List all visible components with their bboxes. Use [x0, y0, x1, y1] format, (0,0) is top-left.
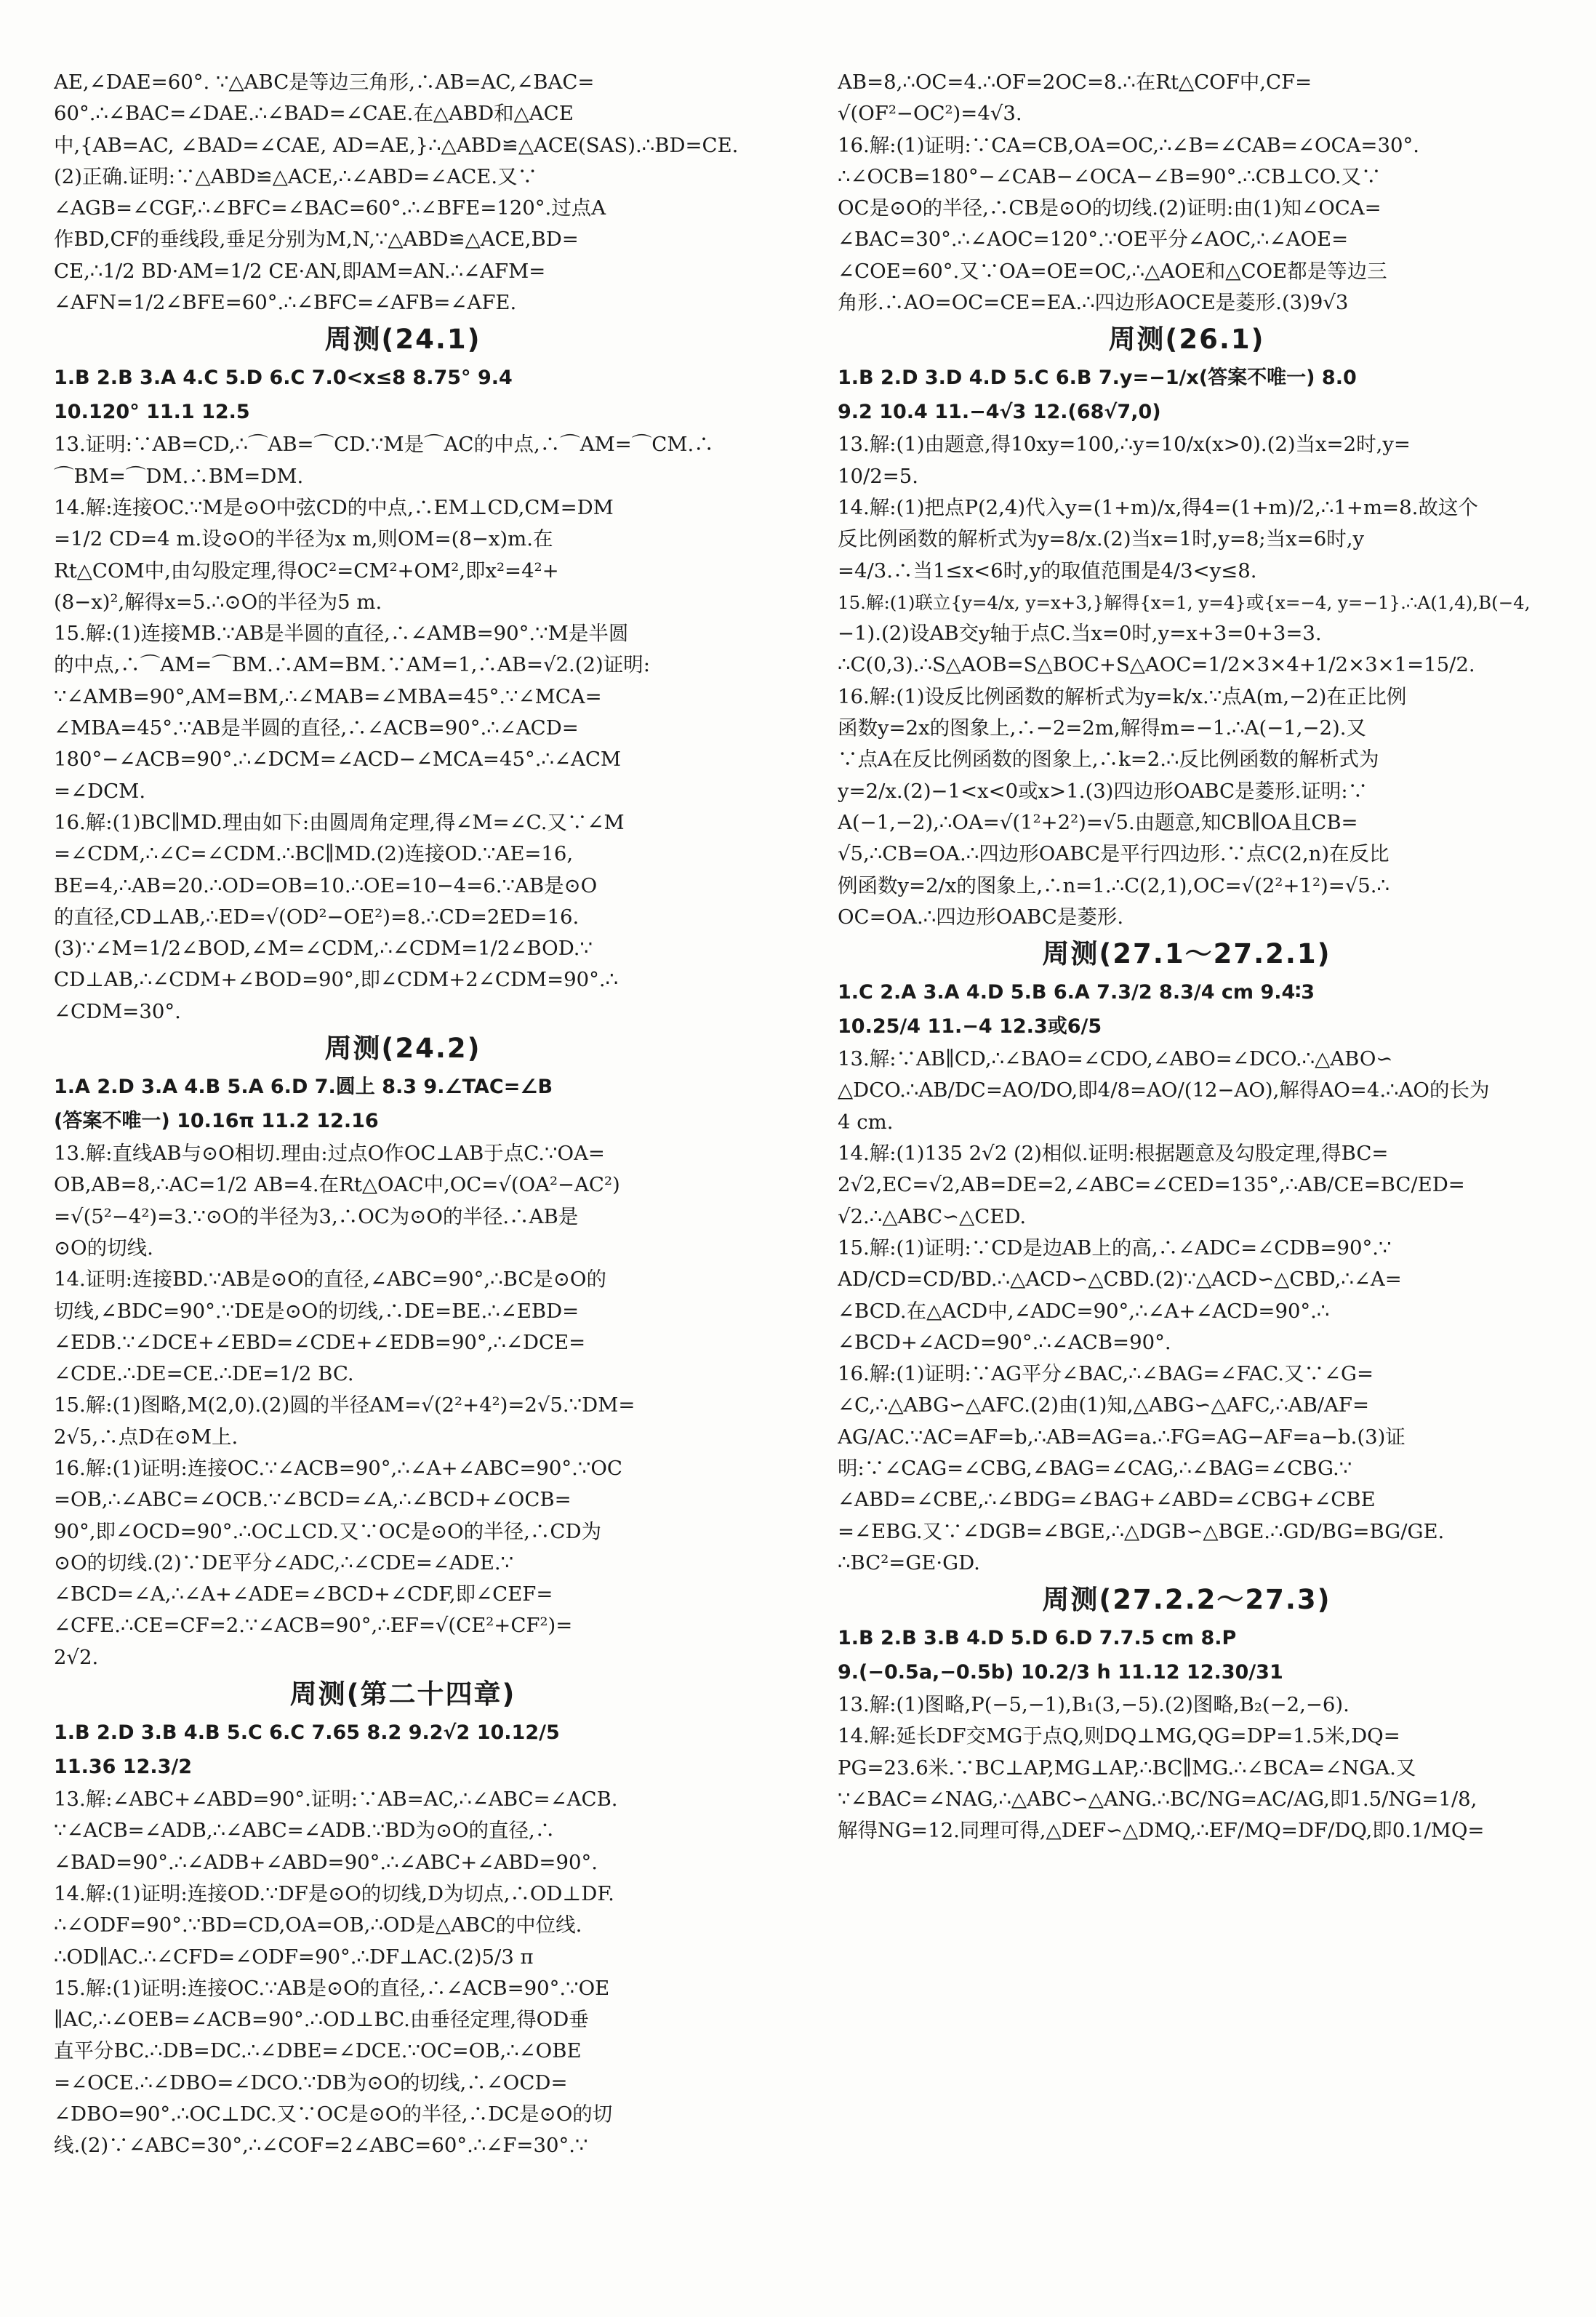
text-line: 10/2=5.: [838, 464, 919, 488]
text-line: BE=4,∴AB=20.∴OD=OB=10.∴OE=10−4=6.∵AB是⊙O: [54, 873, 598, 897]
text-line: √5,∴CB=OA.∴四边形OABC是平行四边形.∵点C(2,n)在反比: [838, 842, 1390, 866]
section-title: 周测(24.1): [324, 324, 481, 356]
text-line: ∠BCD=∠A,∴∠A+∠ADE=∠BCD+∠CDF,即∠CEF=: [54, 1582, 553, 1606]
text-line: ∴BC²=GE·GD.: [838, 1550, 980, 1574]
solution-block: [838, 1689, 1536, 1721]
solution-block: [838, 130, 1536, 319]
text-line: =∠CDM,∴∠C=∠CDM.∴BC∥MD.(2)连接OD.∵AE=16,: [54, 842, 574, 866]
text-line: 15.解:(1)证明:∵CD是边AB上的高,∴∠ADC=∠CDB=90°.∵: [838, 1236, 1392, 1260]
text-line: 中,{AB=AC, ∠BAD=∠CAE, AD=AE,}∴△ABD≌△ACE(SAS).∴BD=CE.: [54, 133, 739, 157]
text-line: 14.解:延长DF交MG于点Q,则DQ⊥MG,QG=DP=1.5米,DQ=: [838, 1724, 1400, 1748]
solution-block: [54, 1138, 752, 1264]
text-line: ∠EDB.∵∠DCE+∠EBD=∠CDE+∠EDB=90°,∴∠DCE=: [54, 1330, 586, 1354]
text-line: ∠AGB=∠CGF,∴∠BFC=∠BAC=60°.∴∠BFE=120°.过点A: [54, 196, 606, 220]
solution-block: [838, 587, 1536, 681]
solution-block: [838, 429, 1536, 492]
text-line: 直平分BC.∴DB=DC.∴∠DBE=∠DCE.∵OC=OB,∴∠OBE: [54, 2039, 582, 2063]
solution-block: [54, 1390, 752, 1453]
solution-block: [54, 1784, 752, 1878]
text-line: 2√2,EC=√2,AB=DE=2,∠ABC=∠CED=135°,∴AB/CE=BC/ED=: [838, 1173, 1465, 1197]
text-line: ⌒BM=⌒DM.∴BM=DM.: [54, 464, 304, 488]
text-line: 的中点,∴⌒AM=⌒BM.∴AM=BM.∵AM=1,∴AB=√2.(2)证明:: [54, 653, 650, 677]
text-line: ∠DBO=90°.∴OC⊥DC.又∵OC是⊙O的半径,∴DC是⊙O的切: [54, 2102, 613, 2126]
text-line: =∠DCM.: [54, 779, 146, 803]
text-line: ∵∠BAC=∠NAG,∴△ABC∽△ANG.∴BC/NG=AC/AG,即1.5/NG=1/8,: [838, 1788, 1477, 1812]
text-line: √2.∴△ABC∽△CED.: [838, 1204, 1027, 1228]
solution-block: [54, 807, 752, 1028]
text-line: △DCO.∴AB/DC=AO/DO,即4/8=AO/(12−AO),解得AO=4.∴AO的长为: [838, 1079, 1490, 1103]
text-line: 函数y=2x的图象上,∴−2=2m,解得m=−1.∴A(−1,−2).又: [838, 716, 1366, 740]
text-line: 例函数y=2/x的图象上,∴n=1.∴C(2,1),OC=√(2²+1²)=√5.∴: [838, 873, 1390, 897]
solution-block: [54, 618, 752, 807]
answer-key-row: 1.B 2.D 3.D 4.D 5.C 6.B 7.y=−1/x(答案不唯一) 8.0: [838, 367, 1357, 390]
answer-key-row: 9.(−0.5a,−0.5b) 10.2/3 h 11.12 12.30/31: [838, 1661, 1283, 1684]
answer-key-row: 1.A 2.D 3.A 4.B 5.A 6.D 7.圆上 8.3 9.∠TAC=∠B: [54, 1076, 553, 1099]
text-line: ∠COE=60°.又∵OA=OE=OC,∴△AOE和△COE都是等边三: [838, 259, 1387, 283]
text-line: =OB,∴∠ABC=∠OCB.∵∠BCD=∠A,∴∠BCD+∠OCB=: [54, 1488, 572, 1512]
solution-block: [838, 67, 1536, 130]
text-line: ∠AFN=1/2∠BFE=60°.∴∠BFC=∠AFB=∠AFE.: [54, 291, 517, 315]
text-line: 反比例函数的解析式为y=8/x.(2)当x=1时,y=8;当x=6时,y: [838, 527, 1364, 551]
text-line: ∴OD∥AC.∴∠CFD=∠ODF=90°.∴DF⊥AC.(2)5/3 π: [54, 1945, 534, 1969]
text-line: 角形.∴AO=OC=CE=EA.∴四边形AOCE是菱形.(3)9√3: [838, 291, 1349, 315]
text-line: ⊙O的切线.: [54, 1236, 153, 1260]
text-line: 16.解:(1)证明:∵CA=CB,OA=OC,∴∠B=∠CAB=∠OCA=30°.: [838, 133, 1419, 157]
text-line: 180°−∠ACB=90°.∴∠DCM=∠ACD−∠MCA=45°.∴∠ACM: [54, 748, 622, 772]
solution-block: [838, 1138, 1536, 1233]
answer-key-row: 1.B 2.B 3.B 4.D 5.D 6.D 7.7.5 cm 8.P: [838, 1627, 1237, 1650]
solution-block: [54, 1973, 752, 2162]
answer-key-row: 1.B 2.B 3.A 4.C 5.D 6.C 7.0<x≤8 8.75° 9.4: [54, 367, 513, 390]
text-line: ∵∠ACB=∠ADB,∴∠ABC=∠ADB.∵BD为⊙O的直径,∴: [54, 1819, 556, 1843]
text-line: 14.解:(1)135 2√2 (2)相似.证明:根据题意及勾股定理,得BC=: [838, 1142, 1389, 1166]
text-line: ∵点A在反比例函数的图象上,∴k=2.∴反比例函数的解析式为: [838, 748, 1379, 772]
text-line: 切线,∠BDC=90°.∵DE是⊙O的切线,∴DE=BE.∴∠EBD=: [54, 1299, 580, 1323]
text-line: =∠EBG.又∵∠DGB=∠BGE,∴△DGB∽△BGE.∴GD/BG=BG/GE.: [838, 1519, 1445, 1543]
answer-key-row: 10.25/4 11.−4 12.3或6/5: [838, 1015, 1102, 1039]
text-line: 13.解:(1)图略,P(−5,−1),B₁(3,−5).(2)图略,B₂(−2,−6).: [838, 1693, 1350, 1717]
answer-key-row: 1.C 2.A 3.A 4.D 5.B 6.A 7.3/2 8.3/4 cm 9.4∶3: [838, 981, 1315, 1004]
text-line: 13.解:直线AB与⊙O相切.理由:过点O作OC⊥AB于点C.∵OA=: [54, 1142, 605, 1166]
text-line: −1).(2)设AB交y轴于点C.当x=0时,y=x+3=0+3=3.: [838, 622, 1322, 646]
text-line: 15.解:(1)连接MB.∵AB是半圆的直径,∴∠AMB=90°.∵M是半圆: [54, 622, 629, 646]
text-line: 13.解:(1)由题意,得10xy=100,∴y=10/x(x>0).(2)当x=2时,y=: [838, 433, 1411, 457]
text-line: 16.解:(1)BC∥MD.理由如下:由圆周角定理,得∠M=∠C.又∵∠M: [54, 810, 625, 834]
text-line: AG/AC.∵AC=AF=b,∴AB=AG=a.∴FG=AG−AF=a−b.(3)证: [838, 1425, 1405, 1449]
text-line: 14.解:(1)把点P(2,4)代入y=(1+m)/x,得4=(1+m)/2,∴1+m=8.故这个: [838, 495, 1478, 519]
text-line: 15.解:(1)联立{y=4/x, y=x+3,}解得{x=1, y=4}或{x=−4, y=−1}.∴A(1,4),B(−4,: [838, 591, 1531, 613]
text-line: 16.解:(1)证明:∵AG平分∠BAC,∴∠BAG=∠FAC.又∵∠G=: [838, 1362, 1374, 1386]
text-line: 15.解:(1)图略,M(2,0).(2)圆的半径AM=√(2²+4²)=2√5.∵DM=: [54, 1393, 635, 1417]
text-line: ∠C,∴△ABG∽△AFC.(2)由(1)知,△ABG∽△AFC,∴AB/AF=: [838, 1393, 1370, 1417]
text-line: 的直径,CD⊥AB,∴ED=√(OD²−OE²)=8.∴CD=2ED=16.: [54, 905, 580, 929]
text-line: ∴C(0,3).∴S△AOB=S△BOC+S△AOC=1/2×3×4+1/2×3×1=15/2.: [838, 653, 1475, 677]
text-line: OC是⊙O的半径,∴CB是⊙O的切线.(2)证明:由(1)知∠OCA=: [838, 196, 1382, 220]
text-line: 13.解:∵AB∥CD,∴∠BAO=∠CDO,∠ABO=∠DCO.∴△ABO∽: [838, 1047, 1393, 1071]
text-line: 13.解:∠ABC+∠ABD=90°.证明:∵AB=AC,∴∠ABC=∠ACB.: [54, 1788, 618, 1812]
text-line: 13.证明:∵AB=CD,∴⌒AB=⌒CD.∵M是⌒AC的中点,∴⌒AM=⌒CM.∴: [54, 433, 714, 457]
answer-key-row: 11.36 12.3/2: [54, 1756, 193, 1779]
text-line: =4/3.∴当1≤x<6时,y的取值范围是4/3<y≤8.: [838, 559, 1257, 583]
text-line: ∠MBA=45°.∵AB是半圆的直径,∴∠ACB=90°.∴∠ACD=: [54, 716, 579, 740]
text-line: 作BD,CF的垂线段,垂足分别为M,N,∵△ABD≌△ACE,BD=: [54, 228, 579, 252]
text-line: ∵∠AMB=90°,AM=BM,∴∠MAB=∠MBA=45°.∵∠MCA=: [54, 684, 602, 708]
text-line: √(OF²−OC²)=4√3.: [838, 102, 1022, 126]
text-line: 明:∵∠CAG=∠CBG,∠BAG=∠CAG,∴∠BAG=∠CBG.∵: [838, 1456, 1352, 1480]
text-line: 60°.∴∠BAC=∠DAE.∴∠BAD=∠CAE.在△ABD和△ACE: [54, 102, 574, 126]
text-line: (3)∵∠M=1/2∠BOD,∠M=∠CDM,∴∠CDM=1/2∠BOD.∵: [54, 937, 593, 961]
solution-block: [838, 1233, 1536, 1358]
solution-block: [54, 67, 752, 319]
text-line: ∠BCD+∠ACD=90°.∴∠ACB=90°.: [838, 1330, 1171, 1354]
text-line: 16.解:(1)设反比例函数的解析式为y=k/x.∵点A(m,−2)在正比例: [838, 684, 1407, 708]
answer-key-row: (答案不唯一) 10.16π 11.2 12.16: [54, 1110, 379, 1133]
solution-block: [838, 1358, 1536, 1579]
answer-key-row: 10.120° 11.1 12.5: [54, 401, 250, 424]
solution-block: [838, 681, 1536, 933]
text-line: ∠BCD.在△ACD中,∠ADC=90°,∴∠A+∠ACD=90°.∴: [838, 1299, 1330, 1323]
text-line: 线.(2)∵∠ABC=30°,∴∠COF=2∠ABC=60°.∴∠F=30°.∵: [54, 2134, 588, 2158]
text-line: 2√5,∴点D在⊙M上.: [54, 1425, 238, 1449]
text-line: =√(5²−4²)=3.∵⊙O的半径为3,∴OC为⊙O的半径.∴AB是: [54, 1204, 579, 1228]
text-line: =1/2 CD=4 m.设⊙O的半径为x m,则OM=(8−x)m.在: [54, 527, 553, 551]
text-line: ∴∠OCB=180°−∠CAB−∠OCA−∠B=90°.∴CB⊥CO.又∵: [838, 164, 1382, 188]
text-line: 14.解:连接OC.∵M是⊙O中弦CD的中点,∴EM⊥CD,CM=DM: [54, 495, 614, 519]
text-line: y=2/x.(2)−1<x<0或x>1.(3)四边形OABC是菱形.证明:∵: [838, 779, 1368, 803]
text-line: ∠BAD=90°.∴∠ADB+∠ABD=90°.∴∠ABC+∠ABD=90°.: [54, 1850, 598, 1874]
text-line: ∠BAC=30°.∴∠AOC=120°.∵OE平分∠AOC,∴∠AOE=: [838, 228, 1349, 252]
solution-block: [838, 1721, 1536, 1846]
section-title: 周测(27.2.2～27.3): [1042, 1584, 1331, 1616]
text-line: 4 cm.: [838, 1110, 894, 1134]
text-line: OC=OA.∴四边形OABC是菱形.: [838, 905, 1124, 929]
text-line: CE,∴1/2 BD·AM=1/2 CE·AN,即AM=AN.∴∠AFM=: [54, 259, 546, 283]
text-line: PG=23.6米.∵BC⊥AP,MG⊥AP,∴BC∥MG.∴∠BCA=∠NGA.又: [838, 1756, 1416, 1780]
text-line: ∥AC,∴∠OEB=∠ACB=90°.∴OD⊥BC.由垂径定理,得OD垂: [54, 2008, 589, 2032]
solution-block: [54, 492, 752, 618]
section-title: 周测(27.1～27.2.1): [1042, 938, 1331, 970]
solution-block: [54, 1264, 752, 1390]
section-title: 周测(第二十四章): [289, 1678, 516, 1710]
left-column: [54, 67, 752, 2162]
text-line: ∠CDE.∴DE=CE.∴DE=1/2 BC.: [54, 1362, 354, 1386]
text-line: 解得NG=12.同理可得,△DEF∽△DMQ,∴EF/MQ=DF/DQ,即0.1/MQ=: [838, 1819, 1485, 1843]
solution-block: [54, 1878, 752, 1973]
text-line: =∠OCE.∴∠DBO=∠DCO.∵DB为⊙O的切线,∴∠OCD=: [54, 2070, 568, 2094]
text-line: 16.解:(1)证明:连接OC.∵∠ACB=90°,∴∠A+∠ABC=90°.∵OC: [54, 1456, 622, 1480]
text-line: AE,∠DAE=60°. ∵△ABC是等边三角形,∴AB=AC,∠BAC=: [54, 71, 595, 94]
text-line: ∴∠ODF=90°.∵BD=CD,OA=OB,∴OD是△ABC的中位线.: [54, 1913, 582, 1937]
text-line: CD⊥AB,∴∠CDM+∠BOD=90°,即∠CDM+2∠CDM=90°.∴: [54, 968, 619, 992]
text-line: A(−1,−2),∴OA=√(1²+2²)=√5.由题意,知CB∥OA且CB=: [838, 810, 1358, 834]
answer-key-row: 9.2 10.4 11.−4√3 12.(68√7,0): [838, 401, 1161, 424]
solution-block: [54, 429, 752, 492]
text-line: (2)正确.证明:∵△ABD≌△ACE,∴∠ABD=∠ACE.又∵: [54, 164, 538, 188]
solution-block: [838, 492, 1536, 587]
solution-block: [54, 1453, 752, 1673]
text-line: Rt△COM中,由勾股定理,得OC²=CM²+OM²,即x²=4²+: [54, 559, 559, 583]
text-line: AD/CD=CD/BD.∴△ACD∽△CBD.(2)∵△ACD∽△CBD,∴∠A=: [838, 1268, 1402, 1292]
text-line: ∠CDM=30°.: [54, 999, 181, 1023]
answer-key-row: 1.B 2.D 3.B 4.B 5.C 6.C 7.65 8.2 9.2√2 10.12/5: [54, 1721, 560, 1745]
section-title: 周测(24.2): [324, 1033, 481, 1065]
text-line: (8−x)²,解得x=5.∴⊙O的半径为5 m.: [54, 590, 382, 614]
text-line: AB=8,∴OC=4.∴OF=2OC=8.∴在Rt△COF中,CF=: [838, 71, 1312, 94]
text-line: ∠ABD=∠CBE,∴∠BDG=∠BAG+∠ABD=∠CBG+∠CBE: [838, 1488, 1376, 1512]
text-line: 14.证明:连接BD.∵AB是⊙O的直径,∠ABC=90°,∴BC是⊙O的: [54, 1268, 606, 1292]
solution-block: [838, 1044, 1536, 1138]
text-line: ∠CFE.∴CE=CF=2.∵∠ACB=90°,∴EF=√(CE²+CF²)=: [54, 1614, 573, 1638]
right-column: [838, 67, 1536, 1847]
text-line: 14.解:(1)证明:连接OD.∵DF是⊙O的切线,D为切点,∴OD⊥DF.: [54, 1881, 614, 1905]
text-line: 15.解:(1)证明:连接OC.∵AB是⊙O的直径,∴∠ACB=90°.∵OE: [54, 1976, 610, 2000]
text-line: 90°,即∠OCD=90°.∴OC⊥CD.又∵OC是⊙O的半径,∴CD为: [54, 1519, 601, 1543]
text-line: ⊙O的切线.(2)∵DE平分∠ADC,∴∠CDE=∠ADE.∵: [54, 1550, 514, 1574]
section-title: 周测(26.1): [1108, 324, 1265, 356]
text-line: OB,AB=8,∴AC=1/2 AB=4.在Rt△OAC中,OC=√(OA²−AC²): [54, 1173, 620, 1197]
text-line: 2√2.: [54, 1645, 99, 1669]
